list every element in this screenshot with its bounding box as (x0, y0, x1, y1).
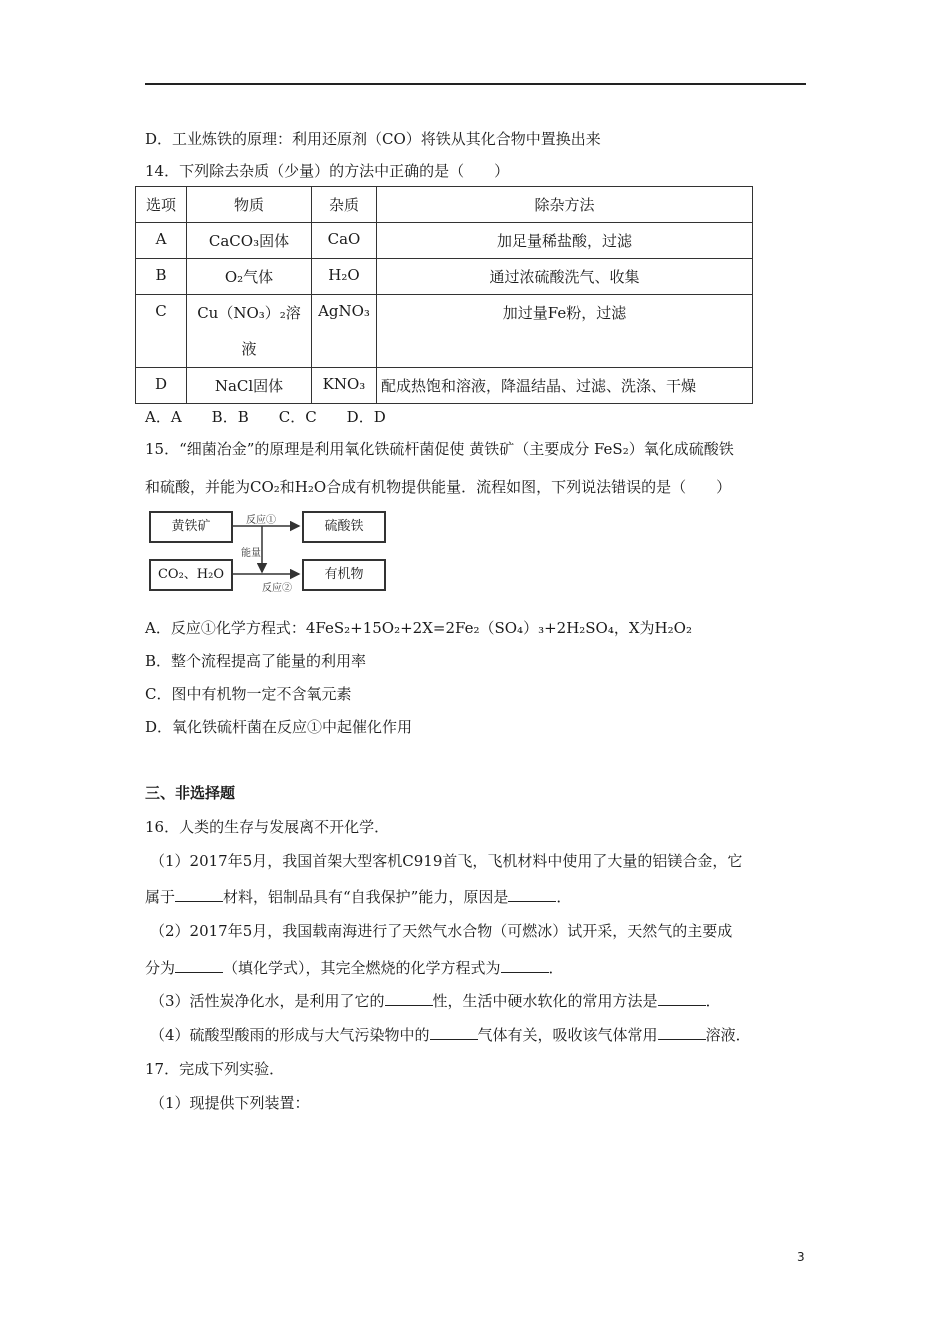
q16-p1-text1: 属于 (145, 888, 176, 906)
table-cell: 配成热饱和溶液，降温结晶、过滤、洗涤、干燥 (377, 368, 753, 404)
table-cell: 加过量Fe粉，过滤 (377, 295, 753, 368)
q16-p4-text3: 溶液． (705, 1026, 751, 1044)
q16-p3-text2: 性，生活中硬水软化的常用方法是 (432, 992, 658, 1010)
q16-part4 (150, 1024, 751, 1045)
answer-blank[interactable] (658, 1025, 706, 1040)
answer-blank[interactable] (175, 958, 223, 973)
table-row (136, 259, 753, 295)
flow-box-organic: 有机物 (302, 559, 386, 591)
q16-p2-text2: （填化学式），其完全燃烧的化学方程式为 (223, 959, 501, 977)
table-cell: O₂气体 (187, 259, 312, 295)
q15-option-d: D．氧化铁硫杆菌在反应①中起催化作用 (145, 718, 413, 736)
q13-option-d: D．工业炼铁的原理：利用还原剂（CO）将铁从其化合物中置换出来 (145, 130, 601, 148)
q16-p2-text1: 分为 (145, 959, 176, 977)
table-cell: KNO₃ (312, 368, 377, 404)
q15-stem-line1: 15．“细菌冶金”的原理是利用氧化铁硫杆菌促使 黄铁矿（主要成分 FeS₂）氧化成硫酸铁 (145, 440, 734, 458)
header-impurity: 杂质 (312, 187, 377, 223)
q17-stem: 17．完成下列实验． (145, 1060, 285, 1078)
table-cell: Cu（NO₃）₂溶液 (187, 295, 312, 368)
table-cell: D (136, 368, 187, 404)
table-cell: H₂O (312, 259, 377, 295)
table-header-row (136, 187, 753, 223)
q16-stem: 16．人类的生存与发展离不开化学． (145, 818, 390, 836)
table-row (136, 295, 753, 368)
table-cell: CaO (312, 223, 377, 259)
flow-label-energy: 能量 (241, 548, 261, 559)
q16-p3-text3: ． (705, 992, 721, 1010)
q14-options: A．A B．B C．C D．D (145, 408, 386, 426)
q16-p4-text2: 气体有关，吸收该气体常用 (477, 1026, 658, 1044)
q14-stem: 14．下列除去杂质（少量）的方法中正确的是（ ） (145, 162, 510, 180)
flow-box-iron-sulfate: 硫酸铁 (302, 511, 386, 543)
q16-part1-line1: （1）2017年5月，我国首架大型客机C919首飞，飞机材料中使用了大量的铝镁合金，它 (150, 852, 743, 870)
q16-p4-text1: （4）硫酸型酸雨的形成与大气污染物中的 (150, 1026, 430, 1044)
table-cell: 加足量稀盐酸，过滤 (377, 223, 753, 259)
q14-table (135, 186, 753, 404)
answer-blank[interactable] (508, 887, 556, 902)
header-method: 除杂方法 (377, 187, 753, 223)
q16-part2-line2 (145, 957, 564, 978)
flow-label-reaction1: 反应① (246, 515, 276, 526)
table-row (136, 223, 753, 259)
header-rule (145, 83, 806, 85)
q16-p1-text2: 材料，铝制品具有“自我保护”能力，原因是 (223, 888, 509, 906)
q15-flow-diagram (145, 508, 390, 598)
header-option: 选项 (136, 187, 187, 223)
section-heading: 三、非选择题 (145, 784, 236, 802)
q16-part3 (150, 990, 721, 1011)
table-cell: B (136, 259, 187, 295)
q16-part1-line2 (145, 886, 571, 907)
answer-blank[interactable] (658, 991, 706, 1006)
answer-blank[interactable] (385, 991, 433, 1006)
answer-blank[interactable] (175, 887, 223, 902)
flow-box-pyrite: 黄铁矿 (149, 511, 233, 543)
q15-option-a: A．反应①化学方程式：4FeS₂+15O₂+2X=2Fe₂（SO₄）₃+2H₂SO₄，X为H₂O₂ (145, 619, 692, 637)
q15-stem-line2: 和硫酸，并能为CO₂和H₂O合成有机物提供能量．流程如图，下列说法错误的是（ ） (145, 478, 732, 496)
header-substance: 物质 (187, 187, 312, 223)
q15-option-c: C．图中有机物一定不含氧元素 (145, 685, 352, 703)
table-cell: C (136, 295, 187, 368)
flow-label-reaction2: 反应② (262, 583, 292, 594)
page-number: 3 (797, 1250, 805, 1264)
q16-p1-text3: ． (556, 888, 572, 906)
table-cell: 通过浓硫酸洗气、收集 (377, 259, 753, 295)
table-cell: A (136, 223, 187, 259)
q16-p3-text1: （3）活性炭净化水，是利用了它的 (150, 992, 385, 1010)
flow-box-co2-h2o: CO₂、H₂O (149, 559, 233, 591)
table-row (136, 368, 753, 404)
table-cell: CaCO₃固体 (187, 223, 312, 259)
answer-blank[interactable] (430, 1025, 478, 1040)
q16-p2-text3: ． (548, 959, 564, 977)
table-cell: AgNO₃ (312, 295, 377, 368)
q15-option-b: B．整个流程提高了能量的利用率 (145, 652, 367, 670)
q16-part2-line1: （2）2017年5月，我国载南海进行了天然气水合物（可燃冰）试开采，天然气的主要成 (150, 922, 733, 940)
table-cell: NaCl固体 (187, 368, 312, 404)
answer-blank[interactable] (501, 958, 549, 973)
q17-part1: （1）现提供下列装置： (150, 1094, 310, 1112)
